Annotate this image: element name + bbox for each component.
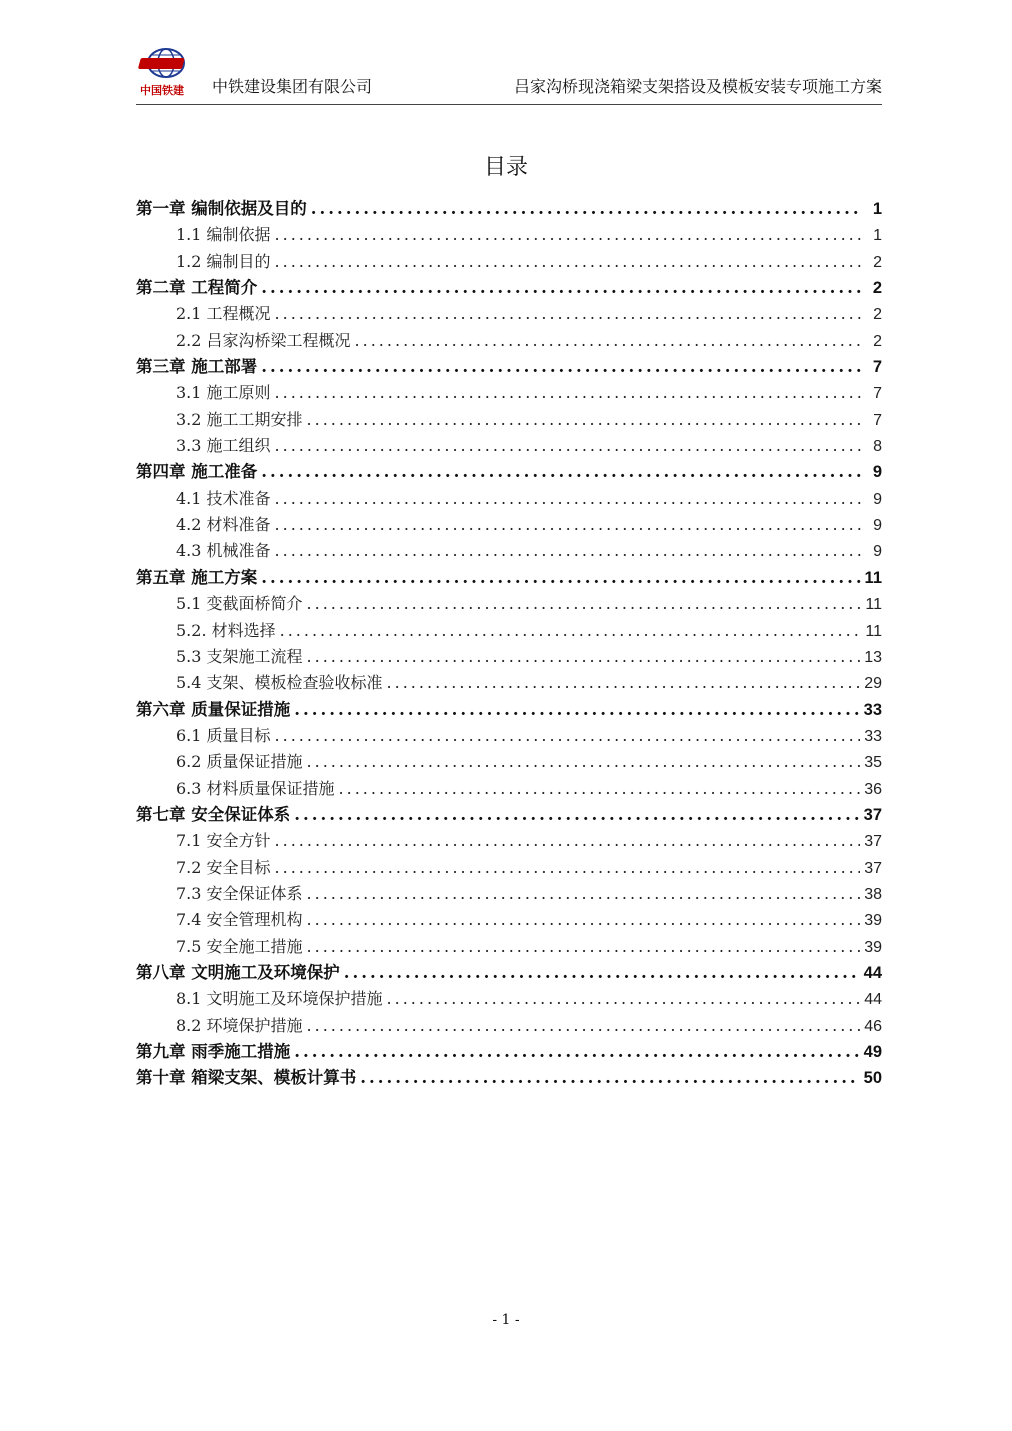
toc-entry-text: 2.1 工程概况 bbox=[176, 304, 271, 324]
toc-entry-page: 9 bbox=[872, 463, 882, 482]
toc-leader-dots bbox=[275, 538, 862, 564]
toc-leader-dots bbox=[387, 670, 861, 696]
toc-entry-text: 第二章 工程简介 bbox=[136, 278, 258, 298]
toc-entry-text: 第五章 施工方案 bbox=[136, 567, 258, 587]
toc-entry-page: 7 bbox=[872, 358, 882, 377]
toc-entry-page: 49 bbox=[863, 1043, 882, 1061]
toc-leader-dots bbox=[280, 618, 862, 644]
toc-entry[interactable] bbox=[136, 986, 882, 1012]
toc-entry-page: 29 bbox=[864, 675, 882, 693]
toc-entry-page: 39 bbox=[864, 938, 882, 956]
toc-entry[interactable] bbox=[136, 301, 882, 327]
toc-entry-text: 4.3 机械准备 bbox=[176, 541, 271, 561]
toc-leader-dots bbox=[307, 907, 861, 933]
toc-leader-dots bbox=[307, 881, 861, 907]
toc-entry-page: 1 bbox=[873, 227, 882, 245]
toc-leader-dots bbox=[275, 301, 862, 327]
toc-entry-text: 第六章 质量保证措施 bbox=[136, 699, 291, 719]
toc-entry-page: 2 bbox=[873, 253, 882, 271]
toc-leader-dots bbox=[261, 354, 862, 380]
toc-entry[interactable] bbox=[136, 407, 882, 433]
toc-entry[interactable] bbox=[136, 776, 882, 802]
toc-entry-page: 7 bbox=[873, 411, 882, 429]
toc-entry[interactable] bbox=[136, 618, 882, 644]
toc-entry[interactable] bbox=[136, 1039, 882, 1065]
toc-entry-text: 7.3 安全保证体系 bbox=[176, 883, 303, 903]
toc-entry-text: 3.1 施工原则 bbox=[176, 383, 271, 403]
toc-entry[interactable] bbox=[136, 433, 882, 459]
toc-leader-dots bbox=[261, 565, 860, 591]
toc-entry-text: 7.1 安全方针 bbox=[176, 831, 271, 851]
toc-entry-page: 13 bbox=[864, 648, 882, 666]
toc-entry-page: 44 bbox=[863, 963, 882, 982]
toc-leader-dots bbox=[275, 855, 861, 881]
toc-entry-page: 1 bbox=[872, 200, 882, 218]
toc-entry-text: 3.2 施工工期安排 bbox=[176, 409, 303, 429]
toc-entry-page: 38 bbox=[864, 885, 882, 903]
toc-entry[interactable] bbox=[136, 670, 882, 696]
toc-entry[interactable] bbox=[136, 275, 882, 301]
toc-entry-text: 第十章 箱梁支架、模板计算书 bbox=[136, 1068, 357, 1088]
toc-entry[interactable] bbox=[136, 960, 882, 986]
toc-leader-dots bbox=[275, 380, 862, 406]
toc-entry-page: 36 bbox=[864, 780, 882, 798]
toc-leader-dots bbox=[261, 275, 862, 301]
toc-entry[interactable] bbox=[136, 855, 882, 881]
toc-entry-page: 8 bbox=[873, 438, 882, 456]
toc-entry-page: 2 bbox=[873, 332, 882, 350]
toc-entry[interactable] bbox=[136, 565, 882, 591]
toc-leader-dots bbox=[294, 697, 859, 723]
toc-entry-page: 33 bbox=[864, 727, 882, 745]
toc-leader-dots bbox=[339, 776, 861, 802]
toc-leader-dots bbox=[275, 486, 862, 512]
toc-entry-text: 8.2 环境保护措施 bbox=[176, 1015, 303, 1035]
crcc-logo bbox=[136, 46, 200, 100]
toc-entry[interactable] bbox=[136, 723, 882, 749]
toc-leader-dots bbox=[275, 433, 862, 459]
toc-entry-text: 第三章 施工部署 bbox=[136, 357, 258, 377]
toc-entry[interactable] bbox=[136, 538, 882, 564]
toc-entry-text: 4.2 材料准备 bbox=[176, 515, 271, 535]
toc-entry-page: 37 bbox=[864, 833, 882, 851]
logo-text: 中国铁建 bbox=[140, 84, 184, 97]
toc-entry[interactable] bbox=[136, 802, 882, 828]
toc-entry-text: 5.2. 材料选择 bbox=[176, 620, 276, 640]
toc-leader-dots bbox=[275, 723, 861, 749]
toc-entry-text: 1.2 编制目的 bbox=[176, 251, 271, 271]
toc-entry[interactable] bbox=[136, 591, 882, 617]
toc-entry-page: 11 bbox=[865, 596, 882, 614]
toc-entry-page: 7 bbox=[873, 385, 882, 403]
toc-entry-page: 44 bbox=[864, 991, 882, 1009]
toc-entry-text: 7.5 安全施工措施 bbox=[176, 936, 303, 956]
toc-entry-page: 39 bbox=[864, 912, 882, 930]
toc-entry-page: 9 bbox=[873, 490, 882, 508]
toc-leader-dots bbox=[307, 1013, 861, 1039]
toc-entry-text: 7.4 安全管理机构 bbox=[176, 910, 303, 930]
toc-entry[interactable] bbox=[136, 907, 882, 933]
toc-entry[interactable] bbox=[136, 328, 882, 354]
toc-entry-text: 第一章 编制依据及目的 bbox=[136, 199, 307, 218]
toc-entry[interactable] bbox=[136, 380, 882, 406]
toc-entry[interactable] bbox=[136, 934, 882, 960]
crcc-globe-icon bbox=[136, 46, 200, 82]
toc-entry-text: 2.2 吕家沟桥梁工程概况 bbox=[176, 330, 351, 350]
toc-entry-text: 4.1 技术准备 bbox=[176, 488, 271, 508]
toc-entry[interactable] bbox=[136, 881, 882, 907]
toc-entry-text: 5.1 变截面桥简介 bbox=[176, 594, 303, 614]
toc-entry-text: 5.4 支架、模板检查验收标准 bbox=[176, 673, 383, 693]
toc-entry[interactable] bbox=[136, 1013, 882, 1039]
toc-leader-dots bbox=[307, 407, 862, 433]
toc-entry[interactable] bbox=[136, 1065, 882, 1091]
toc-entry-page: 2 bbox=[872, 279, 882, 298]
toc-entry-page: 33 bbox=[863, 700, 882, 719]
toc-entry-text: 7.2 安全目标 bbox=[176, 857, 271, 877]
toc-leader-dots bbox=[355, 328, 862, 354]
toc-leader-dots bbox=[311, 196, 862, 222]
toc-entry-text: 第七章 安全保证体系 bbox=[136, 804, 291, 824]
toc-entry-page: 11 bbox=[865, 622, 882, 640]
toc-leader-dots bbox=[275, 828, 861, 854]
toc-entry-page: 9 bbox=[873, 543, 882, 561]
toc-entry[interactable] bbox=[136, 354, 882, 380]
toc-entry-text: 3.3 施工组织 bbox=[176, 436, 271, 456]
page-header bbox=[136, 44, 882, 105]
toc-entry-text: 5.3 支架施工流程 bbox=[176, 646, 303, 666]
toc-entry-page: 50 bbox=[863, 1069, 882, 1088]
toc-entry[interactable] bbox=[136, 697, 882, 723]
toc-entry-text: 第八章 文明施工及环境保护 bbox=[136, 962, 340, 982]
toc-entry-page: 2 bbox=[873, 306, 882, 324]
toc-entry-page: 37 bbox=[864, 859, 882, 877]
toc-leader-dots bbox=[275, 222, 862, 248]
toc-entry[interactable] bbox=[136, 486, 882, 512]
toc-entry[interactable] bbox=[136, 196, 882, 222]
toc-leader-dots bbox=[307, 749, 861, 775]
toc-entry[interactable] bbox=[136, 222, 882, 248]
toc-entry-page: 46 bbox=[864, 1017, 882, 1035]
toc-leader-dots bbox=[261, 459, 862, 485]
company-name: 中铁建设集团有限公司 bbox=[212, 77, 373, 96]
toc-entry-page: 11 bbox=[864, 568, 882, 587]
toc-leader-dots bbox=[275, 249, 862, 275]
toc-leader-dots bbox=[387, 986, 861, 1012]
toc-entry[interactable] bbox=[136, 828, 882, 854]
toc-entry-page: 37 bbox=[863, 805, 882, 824]
toc-entry-text: 第四章 施工准备 bbox=[136, 462, 258, 482]
toc-entry-text: 6.3 材料质量保证措施 bbox=[176, 778, 335, 798]
toc-leader-dots bbox=[275, 512, 862, 538]
document-title: 吕家沟桥现浇箱梁支架搭设及模板安装专项施工方案 bbox=[513, 77, 882, 96]
toc-entry[interactable] bbox=[136, 512, 882, 538]
toc-leader-dots bbox=[294, 802, 859, 828]
toc-entry[interactable] bbox=[136, 644, 882, 670]
toc-entry[interactable] bbox=[136, 459, 882, 485]
table-of-contents bbox=[136, 196, 882, 1092]
page-number: - 1 - bbox=[492, 1312, 520, 1328]
toc-entry-text: 1.1 编制依据 bbox=[176, 225, 271, 245]
toc-entry-text: 8.1 文明施工及环境保护措施 bbox=[176, 989, 383, 1009]
toc-entry-text: 6.2 质量保证措施 bbox=[176, 752, 303, 772]
toc-leader-dots bbox=[294, 1039, 859, 1065]
toc-leader-dots bbox=[307, 644, 861, 670]
toc-entry[interactable] bbox=[136, 749, 882, 775]
toc-leader-dots bbox=[307, 591, 862, 617]
toc-entry-text: 6.1 质量目标 bbox=[176, 725, 271, 745]
toc-leader-dots bbox=[307, 934, 861, 960]
toc-leader-dots bbox=[360, 1065, 859, 1091]
toc-heading: 目录 bbox=[483, 155, 528, 180]
toc-entry-text: 第九章 雨季施工措施 bbox=[136, 1042, 291, 1061]
toc-entry-page: 35 bbox=[864, 754, 882, 772]
toc-entry[interactable] bbox=[136, 249, 882, 275]
toc-leader-dots bbox=[344, 960, 860, 986]
toc-entry-page: 9 bbox=[873, 517, 882, 535]
